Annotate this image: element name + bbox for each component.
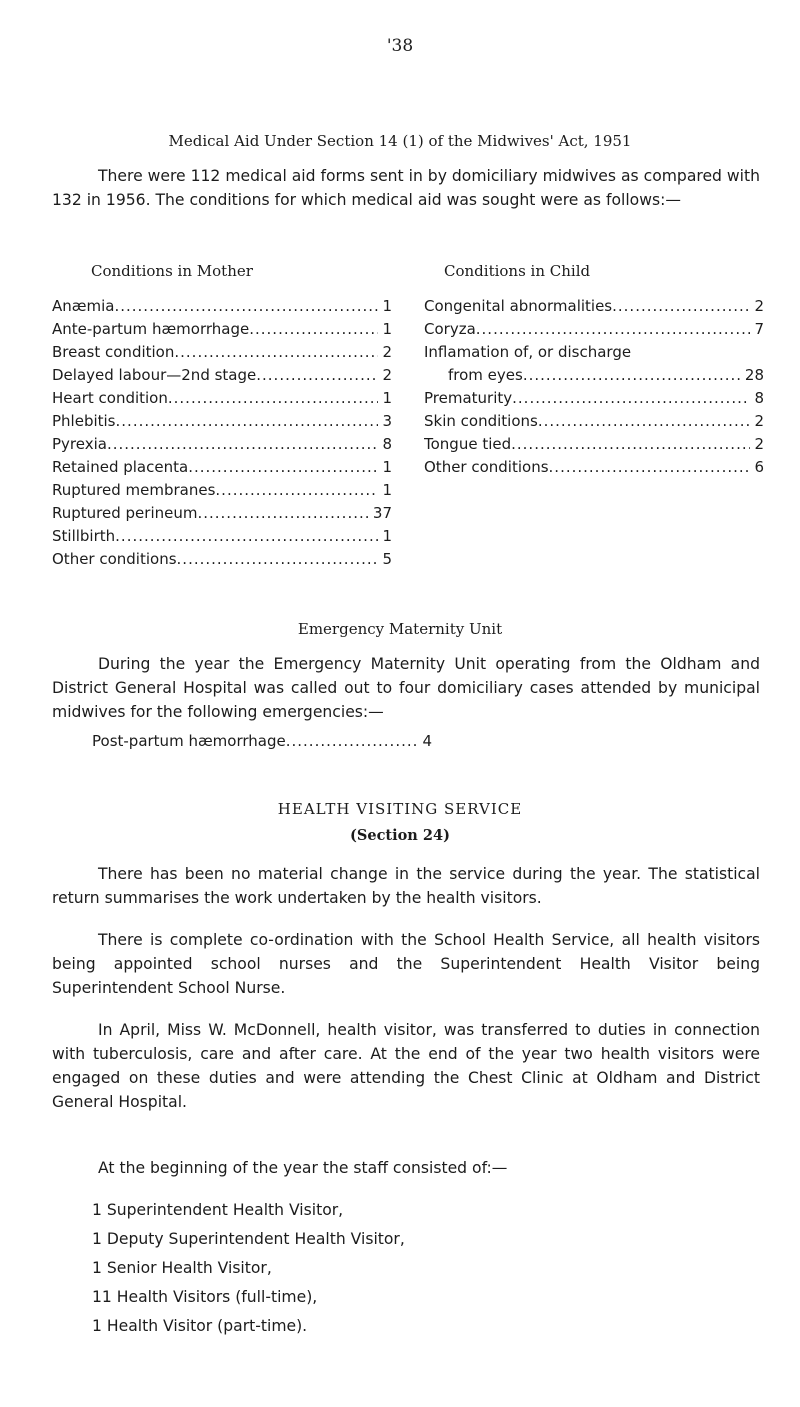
health-visiting-paragraph-2-text: There is complete co-ordination with the School Health Service, all health visitors being appointed school nurses and the Superintendent Health Visitor being Superintendent School Nurse. xyxy=(52,931,760,997)
health-visiting-paragraph-4-text: At the beginning of the year the staff consisted of:— xyxy=(98,1159,508,1177)
health-visiting-paragraph-1 xyxy=(52,862,760,910)
list-item: 11 Health Visitors (full-time), xyxy=(92,1288,318,1306)
emergency-heading: Emergency Maternity Unit xyxy=(297,620,503,638)
health-visiting-paragraph-1-text: There has been no material change in the service during the year. The statistical return summarises the work undertaken by the health visitors. xyxy=(52,865,760,907)
medical-aid-paragraph xyxy=(52,164,760,212)
list-item: Ruptured membranes ..... 1 xyxy=(52,479,392,502)
health-visiting-paragraph-3-text: In April, Miss W. McDonnell, health visitor, was transferred to duties in connection with tuberculosis, care and after care. At the end of the year two health visitors were engaged on these duties and were attending the Chest Clinic at Oldham and District General Hospital. xyxy=(52,1021,760,1111)
list-item: from eyes ..... 28 xyxy=(424,364,764,387)
health-visiting-subheading: (Section 24) xyxy=(350,827,450,844)
list-item: Stillbirth ..... 1 xyxy=(52,525,392,548)
list-item: Breast condition ..... 2 xyxy=(52,341,392,364)
emergency-paragraph xyxy=(52,652,760,724)
list-item: 1 Senior Health Visitor, xyxy=(92,1259,272,1277)
list-item: Ante-partum hæmorrhage ..... 1 xyxy=(52,318,392,341)
list-item: Phlebitis ..... 3 xyxy=(52,410,392,433)
staff-list xyxy=(92,1196,405,1341)
health-visiting-paragraph-3 xyxy=(52,1018,760,1114)
health-visiting-paragraph-4 xyxy=(52,1156,760,1180)
list-item: Tongue tied ..... 2 xyxy=(424,433,764,456)
list-item: Other conditions ..... 6 xyxy=(424,456,764,479)
list-item: Post-partum hæmorrhage ..... 4 xyxy=(92,730,432,753)
list-item: 1 Superintendent Health Visitor, xyxy=(92,1201,344,1219)
list-item: Delayed labour—2nd stage ..... 2 xyxy=(52,364,392,387)
list-item: 1 Deputy Superintendent Health Visitor, xyxy=(92,1230,405,1248)
page-number: '38 xyxy=(386,36,414,56)
list-item: Coryza ..... 7 xyxy=(424,318,764,341)
child-conditions-list xyxy=(424,295,764,479)
medical-aid-heading: Medical Aid Under Section 14 (1) of the Midwives' Act, 1951 xyxy=(168,132,632,150)
list-item: Heart condition ..... 1 xyxy=(52,387,392,410)
mother-conditions-list xyxy=(52,295,392,571)
list-item: Congenital abnormalities ..... 2 xyxy=(424,295,764,318)
list-item: Ruptured perineum ..... 37 xyxy=(52,502,392,525)
list-item: Retained placenta ..... 1 xyxy=(52,456,392,479)
list-item: Anæmia ..... 1 xyxy=(52,295,392,318)
list-item: 1 Health Visitor (part-time). xyxy=(92,1317,308,1335)
emergency-paragraph-text: During the year the Emergency Maternity Unit operating from the Oldham and District General Hospital was called out to four domiciliary cases attended by municipal midwives for the following emergencies:— xyxy=(52,655,760,721)
medical-aid-paragraph-text: There were 112 medical aid forms sent in by domiciliary midwives as compared with 132 in 1956. The conditions for which medical aid was sought were as follows:— xyxy=(52,167,760,209)
list-item: Inflamation of, or discharge xyxy=(424,343,632,361)
child-conditions-heading: Conditions in Child xyxy=(444,262,591,280)
list-item: Pyrexia ..... 8 xyxy=(52,433,392,456)
mother-conditions-heading: Conditions in Mother xyxy=(91,262,253,280)
list-item: Skin conditions ..... 2 xyxy=(424,410,764,433)
health-visiting-heading: HEALTH VISITING SERVICE xyxy=(277,800,523,818)
list-item: Other conditions ..... 5 xyxy=(52,548,392,571)
list-item: Prematurity ..... 8 xyxy=(424,387,764,410)
health-visiting-paragraph-2 xyxy=(52,928,760,1000)
emergency-list xyxy=(92,730,432,753)
